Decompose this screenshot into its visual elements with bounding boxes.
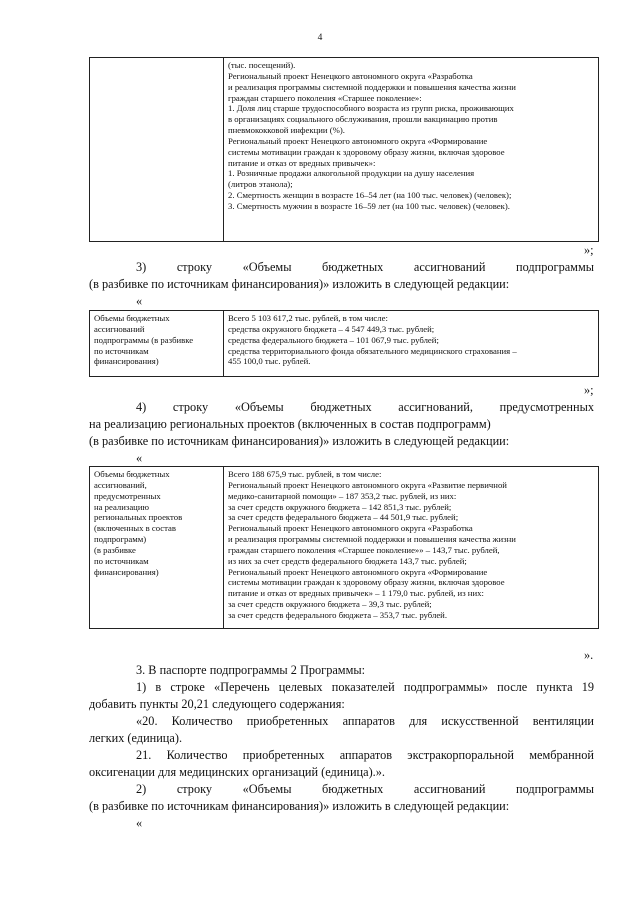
table3-value-line: за счет средств окружного бюджета – 142 851,3 тыс. рублей; [228, 501, 452, 512]
item4-line3: (в разбивке по источникам финансирования)» изложить в следующей редакции: [89, 434, 510, 448]
section3-heading: 3. В паспорте подпрограммы 2 Программы: [136, 663, 366, 677]
item4-word: 4) строку [136, 400, 209, 414]
open-quote-2: « [136, 451, 143, 465]
closing-quote-1: »; [584, 243, 594, 257]
point20-line1: «20. Количество приобретенных аппаратов для искусственной вентиляции [136, 714, 594, 728]
item3-word: 3) строку [136, 260, 213, 274]
point21-line1: 21. Количество приобретенных аппаратов экстракорпоральной мембранной [136, 748, 594, 762]
table3-value-line: за счет средств федерального бюджета – 353,7 тыс. рублей. [228, 609, 448, 620]
table3-value-line: и реализация программы системной поддержки и повышения качества жизни [228, 534, 516, 545]
table1-line: питание и отказ от вредных привычек»: [228, 157, 376, 168]
item3-word: «Объемы [242, 260, 292, 274]
table1-line: в организациях социального обслуживания, прошли вакцинацию против [228, 114, 498, 125]
table3-value-line: питание и отказ от вредных привычек» – 1 179,0 тыс. рублей, из них: [228, 588, 484, 599]
point21-line2: оксигенации для медицинских организаций (единица).». [89, 765, 385, 779]
item3-word: бюджетных [322, 260, 384, 274]
table3-value-line: за счет средств федерального бюджета – 44 501,9 тыс. рублей; [228, 512, 459, 523]
table2-label-line: финансирования) [94, 356, 159, 367]
table1-line: пневмококковой инфекции (%). [228, 125, 345, 136]
table1-right-cell [224, 58, 599, 242]
table1-line: Региональный проект Ненецкого автономного округа «Разработка [228, 70, 473, 81]
item2-word: ассигнований [413, 782, 486, 796]
table-budget-subprogram [89, 310, 599, 377]
table2-value-line: средства окружного бюджета – 4 547 449,3 тыс. рублей; [228, 323, 435, 334]
table3-value-line: Региональный проект Ненецкого автономного округа «Формирование [228, 566, 488, 577]
table3-label-line: по источникам [94, 555, 149, 566]
item4-word: бюджетных [310, 400, 372, 414]
table1-line: системы мотивации граждан к здоровому образу жизни, включая здоровое [228, 146, 505, 157]
table3-value-line: Всего 188 675,9 тыс. рублей, в том числе: [228, 469, 382, 479]
item3-line1 [136, 259, 594, 276]
table2-label-line: ассигнований [94, 323, 145, 334]
item2-word: бюджетных [322, 782, 384, 796]
table2-label-line: Объемы бюджетных [94, 313, 170, 323]
table3-value-cell [224, 467, 599, 629]
item4-line1 [136, 399, 594, 416]
item2-word: 2) строку [136, 782, 213, 796]
item4-word: предусмотренных [499, 400, 594, 414]
table2-label-line: по источникам [94, 345, 149, 356]
table2-value-line: 455 100,0 тыс. рублей. [228, 356, 311, 367]
open-quote-1: « [136, 294, 143, 308]
page-number: 4 [317, 33, 323, 43]
closing-quote-2: »; [584, 383, 594, 397]
item1-line1: 1) в строке «Перечень целевых показателей подпрограммы» после пункта 19 [136, 680, 594, 694]
table3-value-line: из них за счет средств федерального бюджета 143,7 тыс. рублей; [228, 555, 467, 566]
item4-word: ассигнований, [398, 400, 473, 414]
table1-line: 3. Смертность мужчин в возрасте 16–59 лет (на 100 тыс. человек) (человек). [228, 200, 510, 211]
table1-line: 1. Розничные продажи алкогольной продукции на душу населения [228, 168, 475, 179]
table3-value-line: медико-санитарной помощи» – 187 353,2 тыс. рублей, из них: [228, 490, 457, 501]
table3-value-line: Региональный проект Ненецкого автономного округа «Разработка [228, 523, 473, 534]
table3-label-line: (включенных в состав [94, 523, 176, 534]
table1-line: граждан старшего поколения «Старшее поколение»: [228, 92, 422, 103]
table1-line: 2. Смертность женщин в возрасте 16–54 лет (на 100 тыс. человек) (человек); [228, 190, 512, 201]
table1-left-cell [90, 58, 224, 242]
item3-line2: (в разбивке по источникам финансирования)» изложить в следующей редакции: [89, 277, 510, 291]
item3-word: ассигнований [413, 260, 486, 274]
item2-word: подпрограммы [516, 782, 594, 796]
table3-value-line: граждан старшего поколения «Старшее поколение»» – 143,7 тыс. рублей, [228, 544, 500, 555]
item1-line2: добавить пункты 20,21 следующего содержания: [89, 697, 345, 711]
item2-word: «Объемы [242, 782, 292, 796]
table1-line: (тыс. посещений). [228, 60, 296, 70]
table3-label-line: предусмотренных [94, 490, 161, 501]
table-indicators-continuation [89, 57, 599, 242]
table2-value-cell [224, 311, 599, 377]
table2-label-line: подпрограммы (в разбивке [94, 334, 194, 345]
table2-label-cell [90, 311, 224, 377]
table3-label-line: финансирования) [94, 566, 159, 577]
table-budget-regional-projects [89, 466, 599, 629]
item3-word: подпрограммы [516, 260, 594, 274]
table1-line: 1. Доля лиц старше трудоспособного возраста из групп риска, проживающих [228, 103, 514, 114]
table2-value-line: Всего 5 103 617,2 тыс. рублей, в том числе: [228, 313, 388, 323]
table1-line: Региональный проект Ненецкого автономного округа «Формирование [228, 135, 488, 146]
table1-line: (литров этанола); [228, 179, 293, 190]
item4-word: «Объемы [234, 400, 284, 414]
table3-value-line: Региональный проект Ненецкого автономного округа «Развитие первичной [228, 479, 507, 490]
table3-label-cell [90, 467, 224, 629]
closing-quote-3: ». [584, 648, 594, 662]
point20-line2: легких (единица). [89, 731, 183, 745]
item2-line1 [136, 781, 594, 798]
table3-label-line: на реализацию [94, 501, 149, 512]
table2-value-line: средства территориального фонда обязательного медицинского страхования – [228, 345, 517, 356]
table3-label-line: региональных проектов [94, 512, 183, 523]
table2-value-line: средства федерального бюджета – 101 067,9 тыс. рублей; [228, 334, 439, 345]
table3-label-line: (в разбивке [94, 544, 136, 555]
table3-label-line: Объемы бюджетных [94, 469, 170, 479]
table3-value-line: за счет средств окружного бюджета – 39,3 тыс. рублей; [228, 599, 432, 610]
open-quote-3: « [136, 816, 143, 830]
table3-value-line: системы мотивации граждан к здоровому образу жизни, включая здоровое [228, 577, 505, 588]
item2-line2: (в разбивке по источникам финансирования)» изложить в следующей редакции: [89, 799, 510, 813]
table3-label-line: подпрограмм) [94, 534, 147, 545]
item4-line2: на реализацию региональных проектов (включенных в состав подпрограмм) [89, 417, 491, 431]
table1-line: и реализация программы системной поддержки и повышения качества жизни [228, 81, 516, 92]
table3-label-line: ассигнований, [94, 479, 147, 490]
